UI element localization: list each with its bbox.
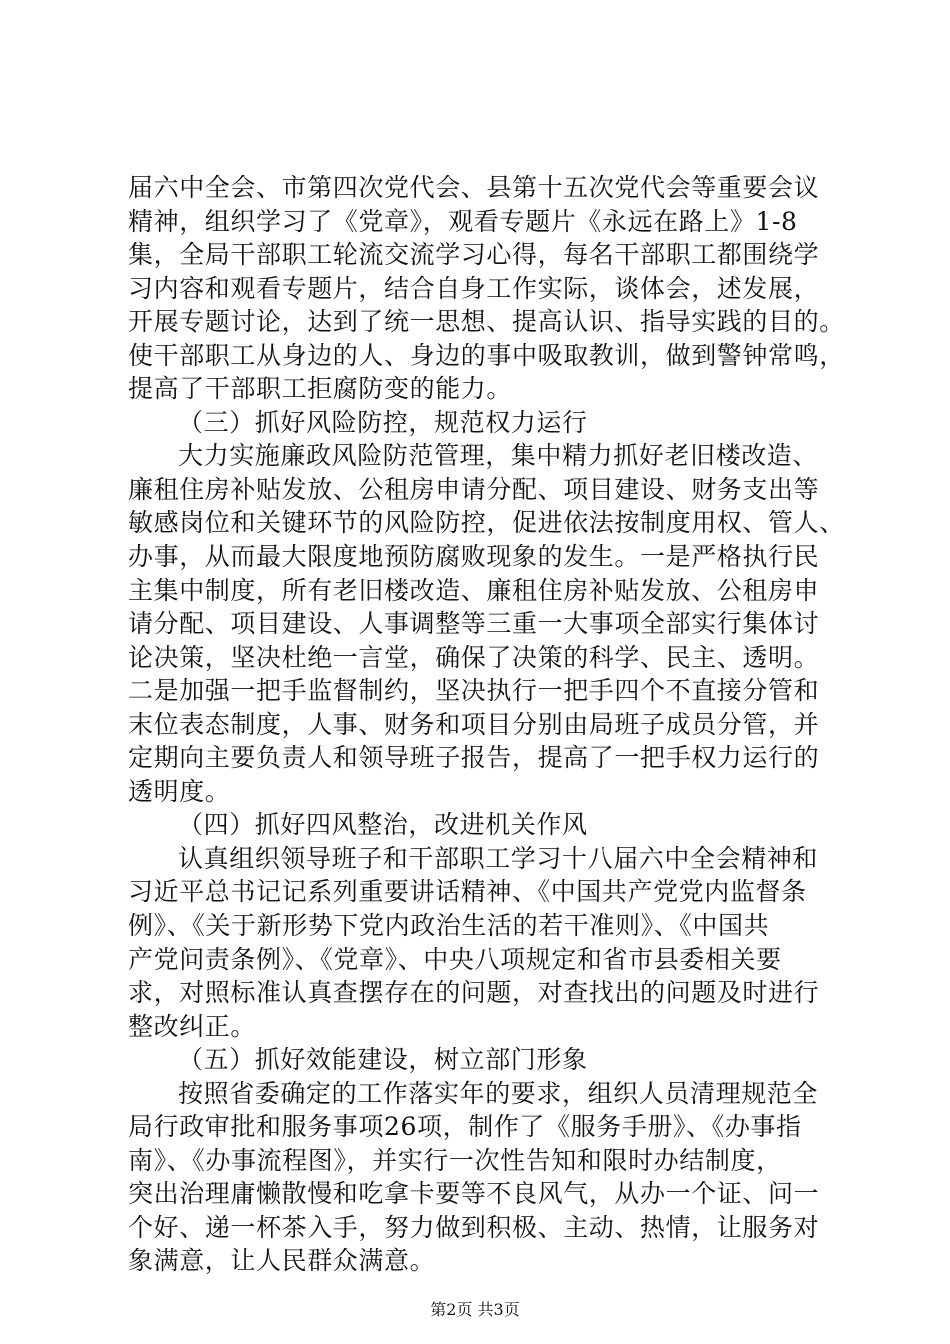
text-line-2: 精神，组织学习了《党章》，观看专题片《永远在路上》1-8 <box>128 206 798 236</box>
text-line-7: 提高了干部职工拒腐防变的能力。 <box>128 374 513 404</box>
text-line-17: 末位表态制度，人事、财务和项目分别由局班子成员分管，并 <box>128 709 820 739</box>
section-heading-3: （三）抓好风险防控，规范权力运行 <box>178 407 588 437</box>
text-line-6: 使干部职工从身边的人、身边的事中吸取教训，做到警钟常鸣， <box>128 340 845 370</box>
text-line-28: 按照省委确定的工作落实年的要求，组织人员清理规范全 <box>178 1078 819 1108</box>
text-line-9: 大力实施廉政风险防范管理，集中精力抓好老旧楼改造、 <box>178 441 819 471</box>
section-heading-5: （五）抓好效能建设，树立部门形象 <box>178 1045 588 1075</box>
text-line-26: 整改纠正。 <box>128 1011 257 1041</box>
text-line-5: 开展专题讨论，达到了统一思想、提高认识、指导实践的目的。 <box>128 307 845 337</box>
text-line-18: 定期向主要负责人和领导班子报告，提高了一把手权力运行的 <box>128 743 820 773</box>
text-line-3: 集，全局干部职工轮流交流学习心得，每名干部职工都围绕学 <box>128 240 820 270</box>
text-line-33: 象满意，让人民群众满意。 <box>128 1246 436 1276</box>
text-line-1: 届六中全会、市第四次党代会、县第十五次党代会等重要会议 <box>128 173 820 202</box>
text-line-21: 认真组织领导班子和干部职工学习十八届六中全会精神和 <box>178 843 819 873</box>
text-line-24: 产党问责条例》、《党章》、中央八项规定和省市县委相关要 <box>128 944 782 974</box>
text-line-30: 南》、《办事流程图》，并实行一次性告知和限时办结制度， <box>128 1145 782 1175</box>
text-line-31: 突出治理庸懒散慢和吃拿卡要等不良风气，从办一个证、问一 <box>128 1179 820 1209</box>
text-line-13: 主集中制度，所有老旧楼改造、廉租住房补贴发放、公租房申 <box>128 575 820 605</box>
section-heading-4: （四）抓好四风整治，改进机关作风 <box>178 810 588 840</box>
text-line-4: 习内容和观看专题片，结合自身工作实际，谈体会，述发展， <box>128 273 820 303</box>
text-line-12: 办事，从而最大限度地预防腐败现象的发生。一是严格执行民 <box>128 542 820 571</box>
text-line-23: 例》、《关于新形势下党内政治生活的若干准则》、《中国共 <box>128 911 770 940</box>
text-line-22: 习近平总书记记系列重要讲话精神、《中国共产党党内监督条 <box>128 877 807 907</box>
text-line-15: 论决策，坚决杜绝一言堂，确保了决策的科学、民主、透明。 <box>128 642 820 672</box>
text-line-14: 请分配、项目建设、人事调整等三重一大事项全部实行集体讨 <box>128 609 820 639</box>
text-line-11: 敏感岗位和关键环节的风险防控，促进依法按制度用权、管人、 <box>128 508 845 538</box>
text-line-19: 透明度。 <box>128 776 231 806</box>
text-line-10: 廉租住房补贴发放、公租房申请分配、项目建设、财务支出等 <box>128 474 820 504</box>
page-footer: 第2页 共3页 <box>430 1300 520 1319</box>
text-line-29: 局行政审批和服务事项26项，制作了《服务手册》、《办事指 <box>128 1112 802 1142</box>
text-line-25: 求，对照标准认真查摆存在的问题，对查找出的问题及时进行 <box>128 978 820 1008</box>
text-line-16: 二是加强一把手监督制约，坚决执行一把手四个不直接分管和 <box>128 676 820 706</box>
text-line-32: 个好、递一杯茶入手，努力做到积极、主动、热情，让服务对 <box>128 1212 820 1242</box>
